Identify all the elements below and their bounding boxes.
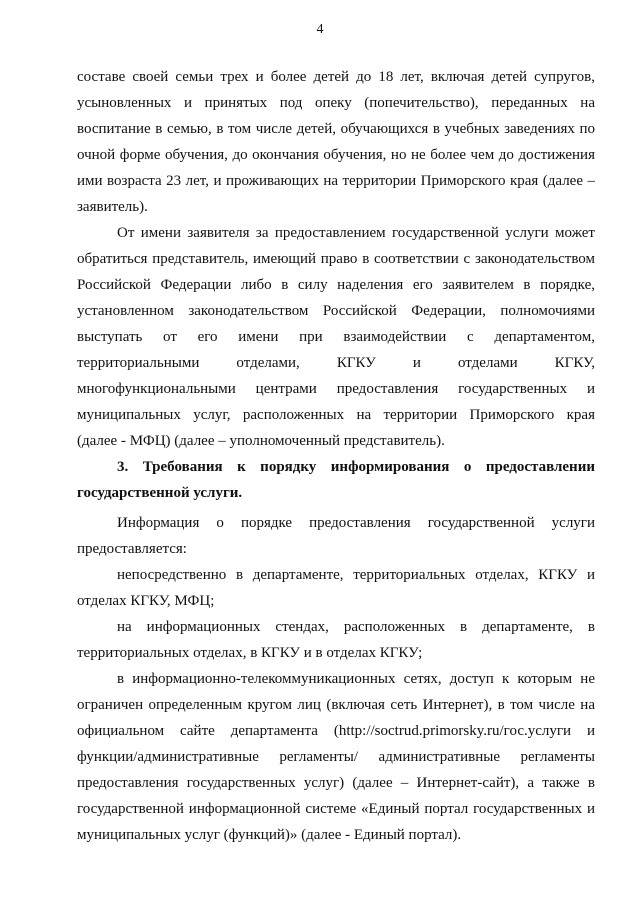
text-line: воспитание в семью, в том числе детей, обучающихся в учебных заведениях по [77,121,595,137]
text-line: заявитель). [77,199,148,215]
text-line: в информационно-телекоммуникационных сетях, доступ к которым не [117,671,595,687]
text-line: обратиться представитель, имеющий право в соответствии с законодательством [77,251,595,267]
text-line: территориальными отделами, КГКУ и отделами КГКУ, [77,355,595,371]
page-number: 4 [316,22,324,37]
paragraph-applicant-definition [77,64,595,220]
text-line: территориальных отделах, в КГКУ и в отделах КГКУ; [77,645,423,661]
text-line: От имени заявителя за предоставлением государственной услуги может [117,225,595,241]
text-line: государственной информационной системе «Единый портал государственных и [77,801,595,817]
text-line: Российской Федерации либо в силу наделения его заявителем в порядке, [77,277,595,293]
text-line: муниципальных услуг (функций)» (далее - Единый портал). [77,827,462,843]
text-line: установленном законодательством Российской Федерации, полномочиями [77,303,595,319]
text-line: ограничен определенным кругом лиц (включая сеть Интернет), в том числе на [77,697,595,713]
text-line: многофункциональными центрами предоставления государственных и [77,381,595,397]
paragraph-stands [77,614,595,666]
text-line: выступать от его имени при взаимодействии с департаментом, [77,329,595,345]
text-line: очной форме обучения, до окончания обучения, но не более чем до достижения [77,147,595,163]
text-line: непосредственно в департаменте, территориальных отделах, КГКУ и [117,567,595,583]
text-line: усыновленных и принятых под опеку (попечительство), переданных на [77,95,595,111]
text-line: муниципальных услуг, расположенных на территории Приморского края [77,407,595,423]
section-heading [77,454,595,506]
document-body [77,64,595,848]
text-line: предоставления государственных услуг) (далее – Интернет-сайт), а также в [77,775,595,791]
text-line: ими возраста 23 лет, и проживающих на территории Приморского края (далее – [77,173,595,189]
text-line: составе своей семьи трех и более детей до 18 лет, включая детей супругов, [77,69,595,85]
paragraph-directly [77,562,595,614]
paragraph-representative [77,220,595,454]
text-line: Информация о порядке предоставления государственной услуги [117,515,595,531]
text-line: (далее - МФЦ) (далее – уполномоченный представитель). [77,433,445,449]
text-line: отделах КГКУ, МФЦ; [77,593,215,609]
text-line: предоставляется: [77,541,187,557]
paragraph-information [77,510,595,562]
heading-line: государственной услуги. [77,485,243,501]
text-line: официальном сайте департамента (http://soctrud.primorsky.ru/гос.услуги и [77,723,595,739]
paragraph-networks [77,666,595,848]
heading-line: 3. Требования к порядку информирования о предоставлении [117,459,595,475]
text-line: функции/административные регламенты/ административные регламенты [77,749,595,765]
text-line: на информационных стендах, расположенных в департаменте, в [117,619,595,635]
